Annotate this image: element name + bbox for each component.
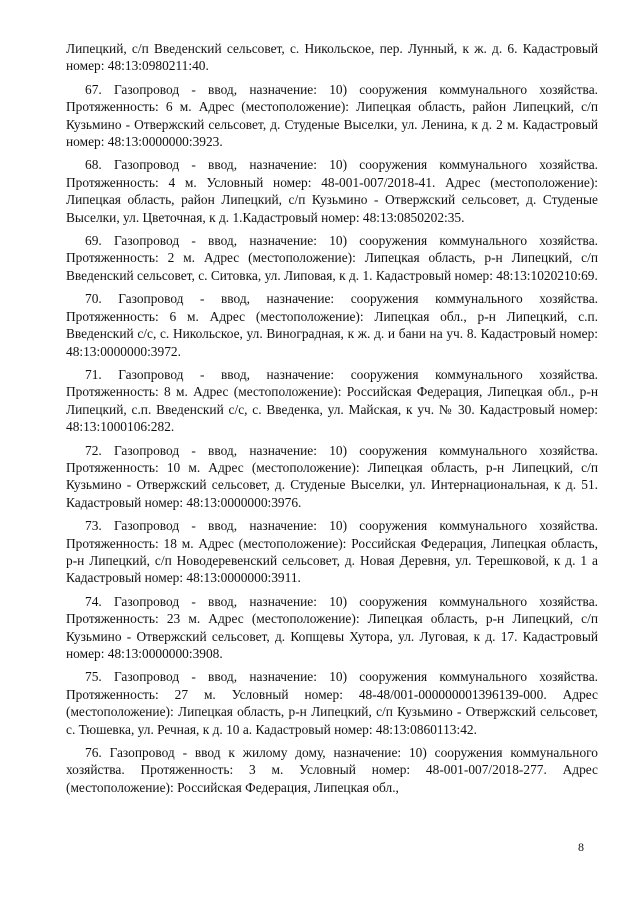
list-item-70: 70. Газопровод - ввод, назначение: сооружения коммунального хозяйства. Протяженность: 6 м. Адрес (местоположение): Липецкая обл., р-н Липецкий, с.п. Введенский с/с, с. Никольское, ул. Виноградная, к ж. д. и бани на уч. 8. Кадастровый номер: 48:13:0000000:3972.	[66, 291, 598, 359]
paragraph-continuation: Липецкий, с/п Введенский сельсовет, с. Никольское, пер. Лунный, к ж. д. 6. Кадастровый номер: 48:13:0980211:40.	[66, 41, 598, 74]
list-item-76: 76. Газопровод - ввод к жилому дому, назначение: 10) сооружения коммунального хозяйства. Протяженность: 3 м. Условный номер: 48-001-007/2018-277. Адрес (местоположение): Российская Федерация, Липецкая обл.,	[66, 745, 598, 795]
list-item-72: 72. Газопровод - ввод, назначение: 10) сооружения коммунального хозяйства. Протяженность: 10 м. Адрес (местоположение): Липецкая область, р-н Липецкий, с/п Кузьмино - Отвержский сельсовет, д. Студеные Выселки, ул. Интернациональная, к д. 51. Кадастровый номер: 48:13:0000000:3976.	[66, 442, 598, 510]
document-body	[66, 40, 598, 802]
list-item-67: 67. Газопровод - ввод, назначение: 10) сооружения коммунального хозяйства. Протяженность: 6 м. Адрес (местоположение): Липецкая область, район Липецкий, с/п Кузьминo - Отвержский сельсовет, д. Студеные Выселки, ул. Ленина, к д. 2 м. Кадастровый номер: 48:13:0000000:3923.	[66, 81, 598, 150]
page-number: 8	[578, 840, 584, 854]
list-item-73: 73. Газопровод - ввод, назначение: 10) сооружения коммунального хозяйства. Протяженность: 18 м. Адрес (местоположение): Российская Федерация, Липецкая область, р-н Липецкий, с/п Новодеревенский сельсовет, д. Новая Деревня, ул. Терешковой, к д. 1 а Кадастровый номер: 48:13:0000000:3911.	[66, 518, 598, 586]
list-item-74: 74. Газопровод - ввод, назначение: 10) сооружения коммунального хозяйства. Протяженность: 23 м. Адрес (местоположение): Липецкая область, р-н Липецкий, с/п Кузьмино - Отвержский сельсовет, д. Копщевы Хутора, ул. Луговая, к д. 17. Кадастровый номер: 48:13:0000000:3908.	[66, 593, 598, 661]
list-item-75: 75. Газопровод - ввод, назначение: 10) сооружения коммунального хозяйства. Протяженность: 27 м. Условный номер: 48-48/001-000000001396139-000. Адрес (местоположение): Липецкая область, р-н Липецкий, с/п Кузьмино - Отвержский сельсовет, с. Тюшевка, ул. Речная, к д. 10 а. Кадастровый номер: 48:13:0860113:42.	[66, 669, 598, 737]
list-item-69: 69. Газопровод - ввод, назначение: 10) сооружения коммунального хозяйства. Протяженность: 2 м. Адрес (местоположение): Липецкая область, р-н Липецкий, с/п Введенский сельсовет, с. Ситовка, ул. Липовая, к д. 1. Кадастровый номер: 48:13:1020210:69.	[66, 233, 598, 283]
list-item-71: 71. Газопровод - ввод, назначение: сооружения коммунального хозяйства. Протяженность: 8 м. Адрес (местоположение): Российская Федерация, Липецкая обл., р-н Липецкий, с.п. Введенский с/с, с. Введенка, ул. Майская, к уч. № 30. Кадастровый номер: 48:13:1000106:282.	[66, 366, 598, 435]
list-item-68: 68. Газопровод - ввод, назначение: 10) сооружения коммунального хозяйства. Протяженность: 4 м. Условный номер: 48-001-007/2018-41. Адрес (местоположение): Липецкая область, район Липецкий, с/п Кузьмино - Отвержский сельсовет, д. Студеные Выселки, ул. Цветочная, к д. 1.Кадастровый номер: 48:13:0850202:35.	[66, 157, 598, 225]
